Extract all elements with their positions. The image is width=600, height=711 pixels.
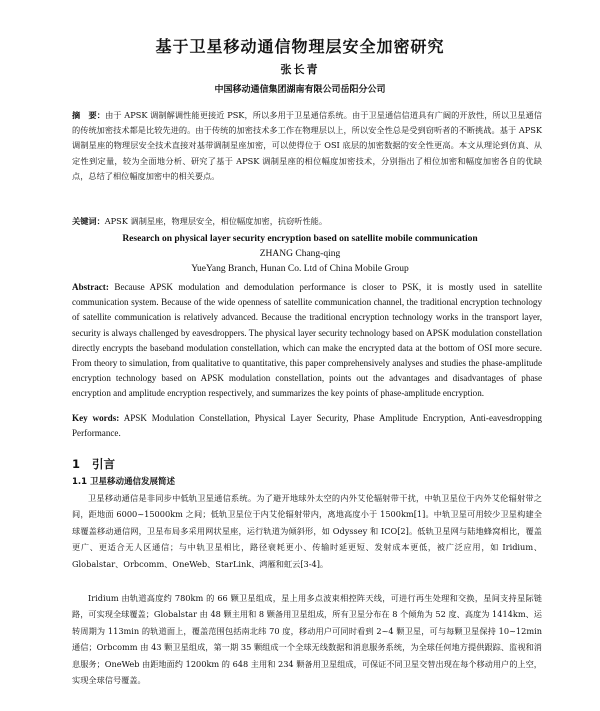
author-affiliation: 中国移动通信集团湖南有限公司岳阳分公司 bbox=[214, 85, 386, 95]
english-keywords-label: Key words: bbox=[72, 413, 120, 423]
subsection-number: 1.1 bbox=[72, 477, 88, 487]
chinese-keywords-text: APSK 调制星座，物理层安全，相位幅度加密，抗窃听性能。 bbox=[104, 216, 328, 226]
chinese-abstract-text: 由于 APSK 调制解调性能更接近 PSK，所以多用于卫星通信系统。由于卫星通信信道具有广阔的开放性，所以卫星通信的传统加密技术都是比较先进的。由于传统的加密技术多工作在物理层以上，所以安全性总是受到窃听者的不断挑战。基于 APSK 调制星座的物理层安全技术直接对基带调制星座加密，可以使得位于 OSI 底层的加密数据的安全性更高。本文从理论到仿真、从定性到定量，较为全面地分析、研究了基于 APSK 调制星座的相位幅度加密技术，分别指出了相位加密和幅度加密各自的优缺点，总结了相位幅度加密中的相关要点。 bbox=[72, 110, 542, 181]
english-abstract-label: Abstract: bbox=[72, 282, 109, 292]
chinese-keywords-label: 关键词： bbox=[72, 216, 105, 226]
english-keywords bbox=[72, 411, 542, 441]
english-affiliation: YueYang Branch, Hunan Co. Ltd of China Mobile Group bbox=[191, 264, 409, 274]
body-paragraph-2: Iridium 由轨道高度约 780km 的 66 颗卫星组成，星上用多点波束相控阵天线，可进行再生处理和交换，星间支持星际链路，可实现全球覆盖；Globalstar 由 48 颗主用和 8 颗备用卫星组成，所有卫星分布在 8 个倾角为 52 度、高度为 1414km、运转周期为 113min 的轨道面上，覆盖范围包括南北纬 70 度，移动用户可同时看到 2~4 颗卫星，可与每颗卫星保持 10~12min 通信；Orbcomm 由 43 颗卫星组成，第一期 35 颗组成一个全球无线数据和消息服务系统，为全球任何地方提供跟踪、监视和消息服务；OneWeb 由距地面约 1200km 的 648 主用和 234 颗备用卫星组成，可保证不同卫星交替出现在每个移动用户的上空，实现全球信号覆盖。 bbox=[72, 593, 542, 686]
body-paragraph-1: 卫星移动通信是非同步中低轨卫星通信系统。为了避开地球外太空的内外艾伦辐射带干扰，中轨卫星位于内外艾伦辐射带之间，距地面 6000~15000km 之间；低轨卫星位于内艾伦辐射带内，离地高度小于 1500km[1]。中轨卫星可用较少卫星构建全球覆盖移动通信网，卫星布局多采用网状星座，运行轨道为倾斜形，如 Odyssey 和 ICO[2]。低轨卫星网与陆地蜂窝相比，覆盖更广、更适合无人区通信；与中轨卫星相比，路径衰耗更小、传输时延更短、发射成本更低，被广泛应用，如 Iridium、Globalstar、Orbcomm、OneWeb、StarLink、鸿雁和虹云[3-4]。 bbox=[72, 493, 542, 569]
chinese-abstract-label: 摘 要： bbox=[72, 110, 106, 120]
section-title: 引言 bbox=[92, 457, 116, 471]
subsection-title: 卫星移动通信发展简述 bbox=[90, 477, 176, 487]
english-title: Research on physical layer security encryption based on satellite mobile communication bbox=[122, 234, 478, 244]
subsection-heading bbox=[72, 475, 175, 487]
author-name: 张长青 bbox=[280, 63, 320, 76]
section-number: 1 bbox=[72, 457, 81, 471]
english-abstract-text: Because APSK modulation and demodulation performance is closer to PSK, it is mostly used in satellite communication system. Because of the wide openness of satellite communication channel, the traditional encryption technology of satellite communication is relatively advanced. Because the traditional encryption technology works in the transport layer, security is always challenged by eavesdroppers. The physical layer security technology based on APSK modulation constellation directly encrypts the baseband modulation constellation, which can make the encrypted data at the bottom of OSI more secure. From theory to simulation, from qualitative to quantitative, this paper comprehensively analyses and studies the phase-amplitude encryption technology based on APSK modulation constellation, points out the advantages and disadvantages of phase encryption and amplitude encryption respectively, and summarizes the key points of phase-amplitude encryption. bbox=[72, 282, 542, 399]
chinese-abstract bbox=[72, 108, 542, 184]
english-abstract bbox=[72, 280, 542, 402]
paper-title: 基于卫星移动通信物理层安全加密研究 bbox=[155, 37, 445, 56]
chinese-keywords bbox=[72, 214, 542, 228]
english-author: ZHANG Chang-qing bbox=[259, 249, 341, 259]
english-keywords-text: APSK Modulation Constellation, Physical Layer Security, Phase Amplitude Encryption, Anti-eavesdropping Performance. bbox=[72, 413, 542, 439]
section-heading-introduction bbox=[72, 456, 115, 472]
